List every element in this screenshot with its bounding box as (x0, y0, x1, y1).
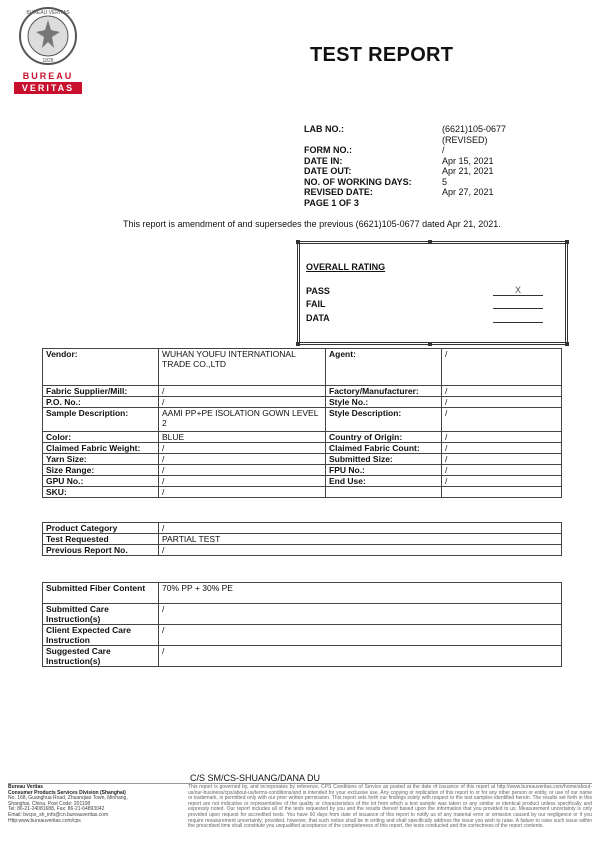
meta-row (304, 124, 506, 145)
table-cell: FPU No.: (326, 465, 442, 476)
footer-email[interactable]: Email: bvcps_sh_info@cn.bureauveritas.com (8, 811, 109, 818)
fail-mark (493, 298, 543, 309)
table-cell: Style No.: (326, 397, 442, 408)
seal-year: 1828 (42, 58, 54, 64)
meta-label: NO. OF WORKING DAYS: (304, 176, 412, 187)
meta-row (304, 156, 506, 167)
footer-disclaimer: This report is governed by, and incorporates by reference, CPS Conditions of Service as posted at the date of issuance of this report at http://www.bureauveritas.com/home/about-us/our-business/cps/about-us/terms-conditions/and is intended for your exclusive use. Any copying or replication of this report to or for any other person or entity, or use of our name or trademark, is permitted only with our prior written permission. This report sets forth our findings solely with respect to the test samples identified herein. The results set forth in this report are not indicative or representative of the quality or characteristics of the lot from which a test sample was taken or any similar or identical product unless specifically and expressly noted. Our report includes all of the tests requested by you and the results thereof based upon the information that you provided to us. Measurement uncertainty is only provided upon request for accredited tests. You have 60 days from date of issuance of this report to notify us of any material error or omission caused by our negligence or if you require measurement uncertainty; provided, however, that such notice shall be in writing and shall specifically address the issue you wish to raise. A failure to raise such issue within the prescribed time shall constitute you unqualified acceptance of the completeness of this report, the tests conducted and the correctness of the report contents. (188, 784, 592, 830)
table-row (43, 534, 562, 545)
table-row (43, 604, 562, 625)
table-cell: Submitted Size: (326, 454, 442, 465)
meta-label: DATE IN: (304, 155, 343, 166)
overall-rating-box (297, 241, 568, 345)
footer-address: Shanghai, China. Post Code: 201108 (8, 800, 91, 807)
table-cell: Previous Report No. (43, 545, 159, 556)
fiber-care-table (42, 582, 562, 667)
bureau-veritas-logo (14, 6, 82, 94)
table-row (43, 408, 562, 432)
table-row (43, 465, 562, 476)
meta-label: REVISED DATE: (304, 187, 373, 197)
meta-row (304, 166, 506, 177)
table-cell: PARTIAL TEST (159, 534, 562, 545)
table-cell: / (159, 386, 326, 397)
table-row (43, 476, 562, 487)
footer-phone: Tel: 86-21-24081688, Fax: 86-21-64893042 (8, 806, 105, 813)
table-row (43, 646, 562, 667)
pass-mark: X (493, 285, 543, 296)
table-cell: / (159, 625, 562, 646)
meta-value: Apr 15, 2021 (442, 155, 494, 166)
table-cell: BLUE (159, 432, 326, 443)
meta-label: LAB NO.: (304, 124, 344, 134)
table-cell: Submitted Care Instruction(s) (43, 604, 159, 625)
report-title: TEST REPORT (310, 44, 454, 66)
table-cell: Fabric Supplier/Mill: (43, 386, 159, 397)
table-cell: / (159, 545, 562, 556)
seal-icon (18, 6, 78, 66)
meta-value: 5 (442, 176, 448, 187)
table-row (43, 523, 562, 534)
table-cell: Claimed Fabric Count: (326, 443, 442, 454)
meta-label: FORM NO.: (304, 145, 352, 155)
table-cell: Country of Origin: (326, 432, 442, 443)
fail-label: FAIL (306, 299, 326, 309)
seal-text: BUREAU VERITAS (26, 10, 70, 16)
table-cell: SKU: (43, 487, 159, 498)
table-cell: Vendor: (43, 349, 159, 386)
product-table (42, 522, 562, 556)
overall-rating-heading: OVERALL RATING (306, 262, 386, 272)
brand-bottom: VERITAS (14, 83, 82, 94)
table-cell: Style Description: (326, 408, 442, 432)
table-cell: Yarn Size: (43, 454, 159, 465)
table-cell: Test Requested (43, 534, 159, 545)
meta-label: DATE OUT: (304, 166, 352, 176)
table-cell: / (159, 397, 326, 408)
table-cell: P.O. No.: (43, 397, 159, 408)
table-cell: / (442, 443, 562, 454)
table-cell: / (442, 408, 562, 432)
table-cell: Submitted Fiber Content (43, 583, 159, 604)
meta-value: Apr 21, 2021 (442, 166, 494, 176)
table-cell: / (442, 476, 562, 487)
table-cell: Product Category (43, 523, 159, 534)
table-cell: Suggested Care Instruction(s) (43, 646, 159, 667)
table-cell: / (442, 454, 562, 465)
table-cell: End Use: (326, 476, 442, 487)
report-meta (304, 124, 506, 208)
table-row (43, 386, 562, 397)
table-row (43, 454, 562, 465)
table-row (43, 349, 562, 386)
table-cell: Size Range: (43, 465, 159, 476)
data-label: DATA (306, 313, 330, 323)
table-cell: / (442, 397, 562, 408)
table-cell: / (159, 523, 562, 534)
table-cell: Claimed Fabric Weight: (43, 443, 159, 454)
table-cell: / (159, 604, 562, 625)
sample-info-table (42, 348, 562, 498)
meta-value: / (442, 145, 445, 155)
table-row (43, 432, 562, 443)
table-cell: / (159, 646, 562, 667)
amendment-note: This report is amendment of and supersedes the previous (6621)105-0677 dated Apr 21, 2021. (123, 219, 501, 229)
table-cell (442, 487, 562, 498)
table-cell: GPU No.: (43, 476, 159, 487)
table-cell: / (159, 465, 326, 476)
table-cell: / (159, 487, 326, 498)
footer-division: Consumer Products Services Division (Shanghai) (8, 789, 126, 796)
meta-row (304, 145, 506, 156)
table-cell: Agent: (326, 349, 442, 386)
footer-address: No. 168, Guanghua Road, Zhuanqiao Town, Minhang, (8, 795, 128, 802)
meta-row (304, 177, 506, 188)
table-cell: WUHAN YOUFU INTERNATIONAL TRADE CO.,LTD (159, 349, 326, 386)
table-cell (326, 487, 442, 498)
table-row (43, 583, 562, 604)
table-cell: / (442, 465, 562, 476)
meta-value: (6621)105-0677 (REVISED) (442, 124, 507, 145)
page-indicator: PAGE 1 OF 3 (304, 197, 359, 208)
table-cell: AAMI PP+PE ISOLATION GOWN LEVEL 2 (159, 408, 326, 432)
table-cell: / (442, 432, 562, 443)
table-cell: / (442, 386, 562, 397)
table-row (43, 545, 562, 556)
table-cell: Factory/Manufacturer: (326, 386, 442, 397)
table-cell: / (159, 476, 326, 487)
table-row (43, 397, 562, 408)
meta-row (304, 198, 506, 209)
table-cell: / (442, 349, 562, 386)
pass-label: PASS (306, 286, 330, 296)
table-cell: Sample Description: (43, 408, 159, 432)
data-mark (493, 312, 543, 323)
footer-company: Bureau Veritas (8, 784, 44, 790)
table-row (43, 487, 562, 498)
signature-line: C/S SM/CS-SHUANG/DANA DU (190, 773, 321, 783)
table-cell: 70% PP + 30% PE (159, 583, 562, 604)
table-row (43, 625, 562, 646)
table-cell: / (159, 443, 326, 454)
meta-row (304, 187, 506, 198)
footer-contact (8, 785, 178, 824)
table-cell: Color: (43, 432, 159, 443)
table-cell: Client Expected Care Instruction (43, 625, 159, 646)
meta-value: Apr 27, 2021 (442, 187, 494, 197)
footer-website[interactable]: Http:www.bureauveritas.com/cps (8, 817, 81, 824)
table-cell: / (159, 454, 326, 465)
brand-top: BUREAU (14, 71, 82, 83)
table-row (43, 443, 562, 454)
